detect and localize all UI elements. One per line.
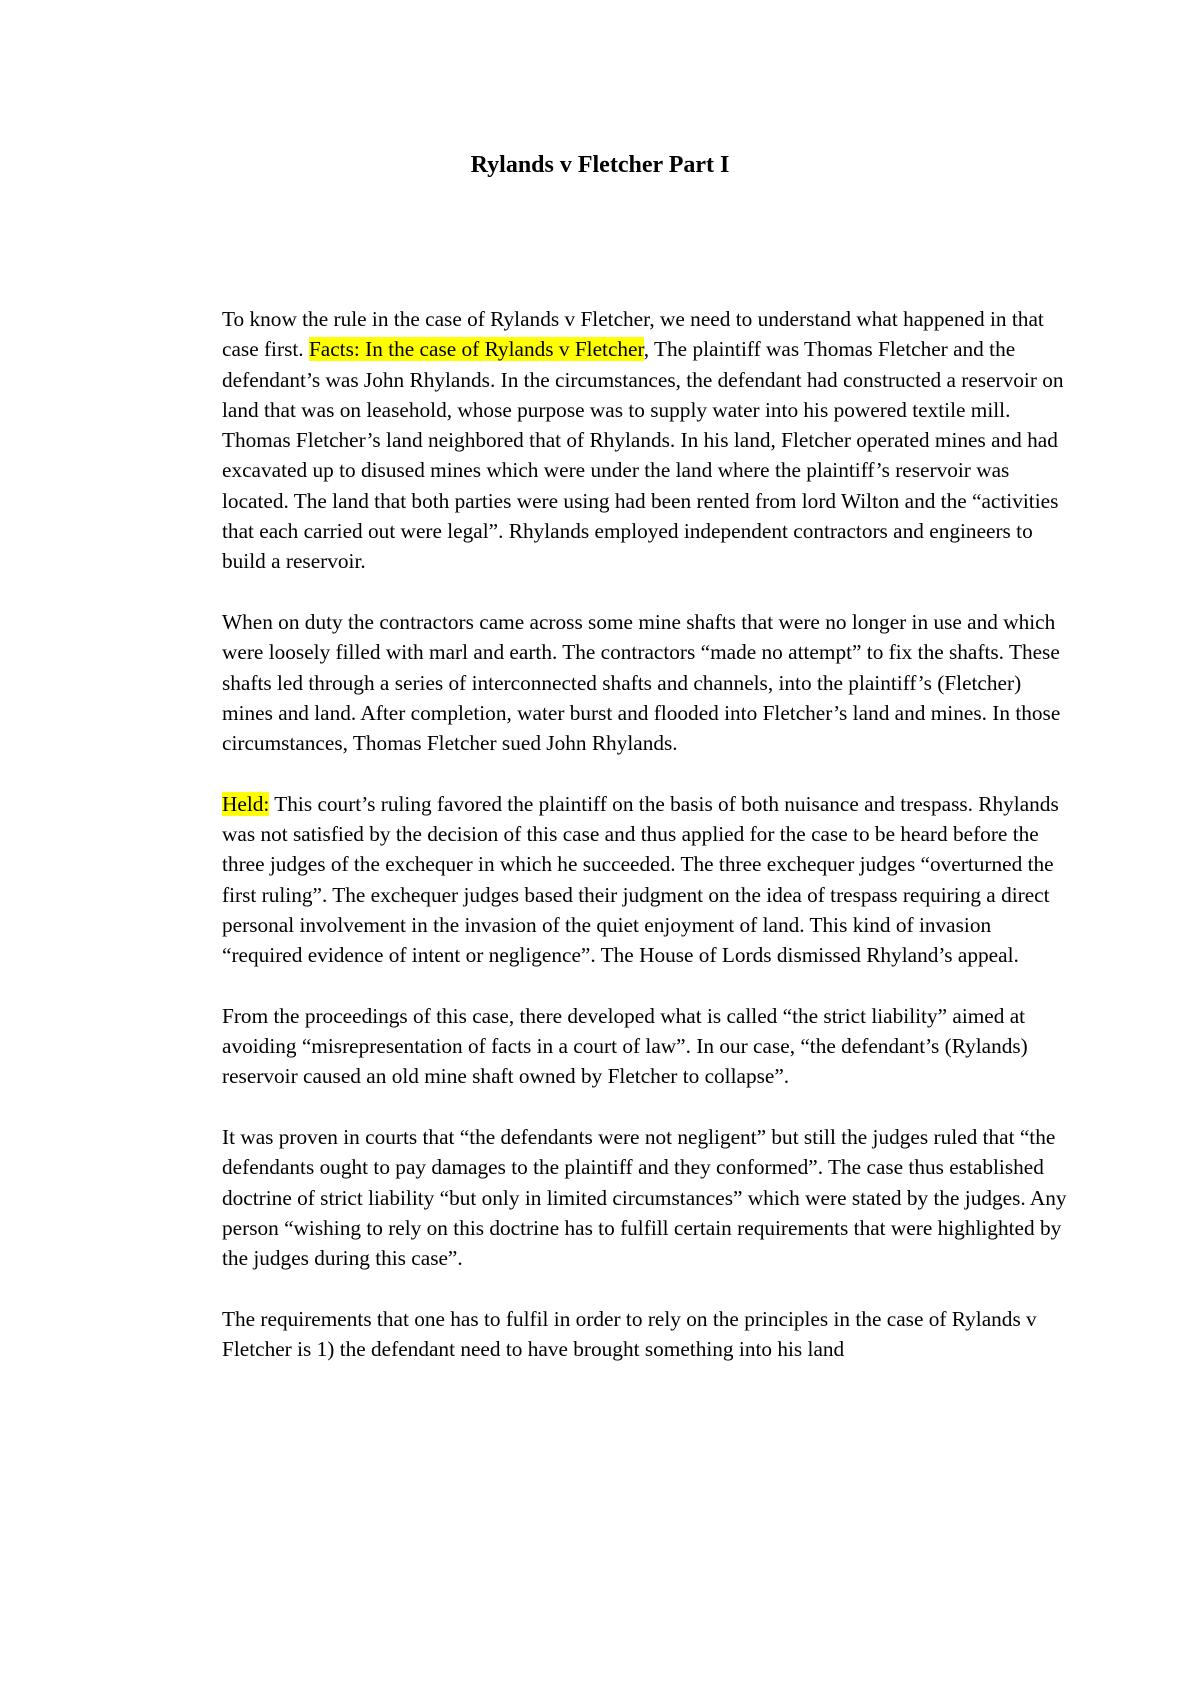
paragraph-text: To know the rule in the case of Rylands v Fletcher, we need to understand what happened in that case first.: [222, 307, 1044, 362]
paragraph-strict-liability: [222, 1001, 1072, 1092]
document-body: [222, 304, 1072, 1395]
paragraph-contractors: [222, 607, 1072, 758]
paragraph-text: , The plaintiff was Thomas Fletcher and the defendant’s was John Rhylands. In the circumstances, the defendant had constructed a reservoir on land that was on leasehold, whose purpose was to supply water into his powered textile mill. Thomas Fletcher’s land neighbored that of Rhylands. In his land, Fletcher operated mines and had excavated up to disused mines which were under the land where the plaintiff’s reservoir was located. The land that both parties were using had been rented from lord Wilton and the “activities that each carried out were legal”. Rhylands employed independent contractors and engineers to build a reservoir.: [222, 337, 1064, 574]
highlighted-text: Held:: [222, 791, 270, 816]
paragraph-text: This court’s ruling favored the plaintiff on the basis of both nuisance and trespass. Rhylands was not satisfied by the decision of this case and thus applied for the case to be heard before the three judges of the exchequer in which he succeeded. The three exchequer judges “overturned the first ruling”. The exchequer judges based their judgment on the idea of trespass requiring a direct personal involvement in the invasion of the quiet enjoyment of land. This kind of invasion “required evidence of intent or negligence”. The House of Lords dismissed Rhyland’s appeal.: [222, 791, 1059, 968]
paragraph-text: From the proceedings of this case, there developed what is called “the strict liability” aimed at avoiding “misrepresentation of facts in a court of law”. In our case, “the defendant’s (Rylands) reservoir caused an old mine shaft owned by Fletcher to collapse”.: [222, 1003, 1028, 1089]
paragraph-proven: [222, 1122, 1072, 1273]
document-title: Rylands v Fletcher Part I: [470, 152, 730, 178]
paragraph-held: [222, 789, 1072, 971]
paragraph-requirements: [222, 1304, 1072, 1365]
paragraph-text: It was proven in courts that “the defendants were not negligent” but still the judges ruled that “the defendants ought to pay damages to the plaintiff and they conformed”. The case thus established doctrine of strict liability “but only in limited circumstances” which were stated by the judges. Any person “wishing to rely on this doctrine has to fulfill certain requirements that were highlighted by the judges during this case”.: [222, 1125, 1067, 1271]
paragraph-text: When on duty the contractors came across some mine shafts that were no longer in use and which were loosely filled with marl and earth. The contractors “made no attempt” to fix the shafts. These shafts led through a series of interconnected shafts and channels, into the plaintiff’s (Fletcher) mines and land. After completion, water burst and flooded into Fletcher’s land and mines. In those circumstances, Thomas Fletcher sued John Rhylands.: [222, 609, 1061, 756]
highlighted-text: Facts: In the case of Rylands v Fletcher: [308, 337, 644, 362]
paragraph-facts: [222, 304, 1072, 577]
paragraph-text: The requirements that one has to fulfil in order to rely on the principles in the case of Rylands v Fletcher is 1) the defendant need to have brought something into his land: [222, 1306, 1037, 1362]
